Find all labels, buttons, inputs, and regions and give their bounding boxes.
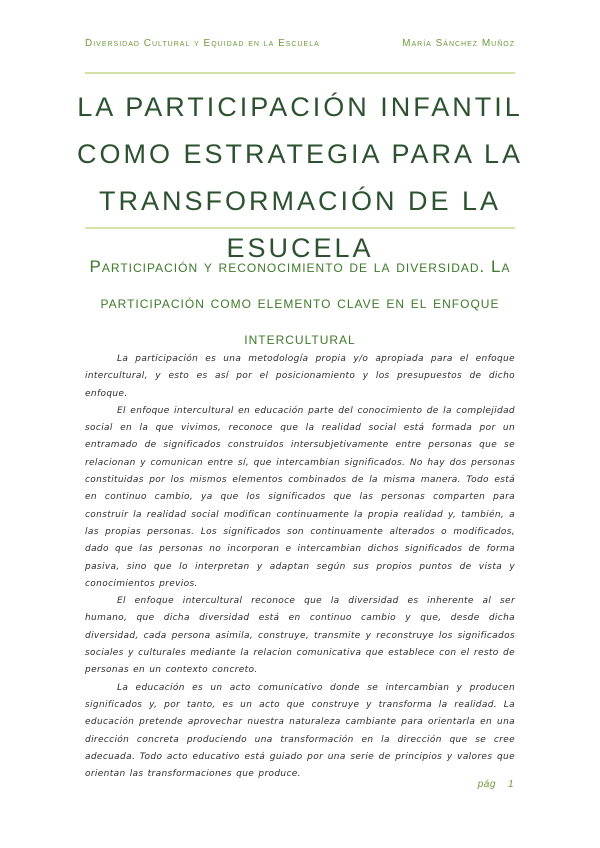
title-divider xyxy=(85,227,515,229)
page-footer xyxy=(478,779,514,790)
paragraph: El enfoque intercultural en educación parte del conocimiento de la complejidad social en la que vivimos, reconoce que la realidad social está formada por un entramado de significados construidos intersubjetivamente entre personas que se relacionan y comunican entre sí, que intercambian significados. No hay dos personas constituidas por los mismos elementos combinados de la misma manera. Todo está en continuo cambio, ya que los significados que las personas comparten para construir la realidad social modifican continuamente la propia realidad y, también, a las propias personas. Los significados son continuamente alterados o modificados, dado que las personas no incorporan e intercambian dichos significados de forma pasiva, sino que lo interpretan y adaptan según sus propios puntos de vista y conocimientos previos. xyxy=(85,405,515,589)
header-author: María Sánchez Muñoz xyxy=(402,38,515,49)
page-label: pág xyxy=(477,779,496,790)
top-divider xyxy=(85,72,515,74)
paragraph: La participación es una metodología propia y/o apropiada para el enfoque intercultural, y esto es así por el posicionamiento y los presupuestos de dicho enfoque. xyxy=(85,354,515,399)
running-header xyxy=(85,38,515,49)
body-text xyxy=(85,351,515,783)
paragraph: El enfoque intercultural reconoce que la diversidad es inherente al ser humano, que dicha diversidad está en continuo cambio y que, desde dicha diversidad, cada persona asimila, construye, transmite y reconstruye los significados sociales y culturales mediante la relacion comunicativa que establece con el resto de personas en un contexto concreto. xyxy=(85,596,515,676)
paragraph: La educación es un acto comunicativo donde se intercambian y producen significados y, por tanto, es un acto que construye y transforma la realidad. La educación pretende aprovechar nuestra naturaleza cambiante para orientarla en una dirección concreta produciendo una transformación en la dirección que se cree adecuada. Todo acto educativo está guiado por una serie de principios y valores que orientan las transformaciones que produce. xyxy=(85,682,515,780)
page-number: 1 xyxy=(507,779,514,790)
document-title: LA PARTICIPACIÓN INFANTIL COMO ESTRATEGIA PARA LA TRANSFORMACIÓN DE LA ESUCELA xyxy=(76,92,524,263)
header-course-title: Diversidad Cultural y Equidad en la Escuela xyxy=(85,38,320,49)
section-heading: Participación y reconocimiento de la diversidad. La participación como elemento clave en el enfoque intercultural xyxy=(89,257,511,348)
